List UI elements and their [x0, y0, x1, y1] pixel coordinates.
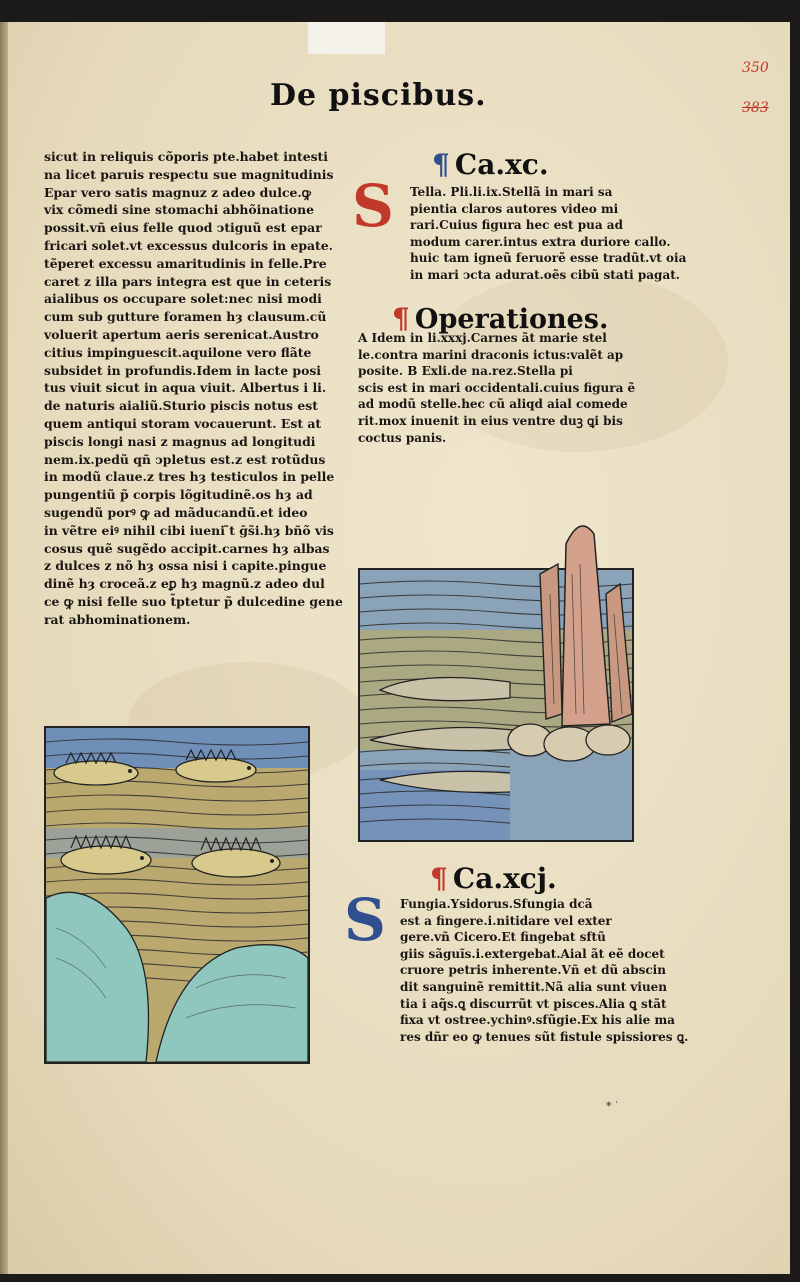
chapter-xci-heading-row	[430, 862, 630, 895]
text-line: Fungia.Ysidorus.Sfungia dcã	[400, 897, 593, 911]
pilcrow-mark: ¶	[432, 148, 450, 181]
text-line: aialibus os occupare solet:nec nisi modi	[44, 291, 322, 307]
text-line: na licet paruis respectu sue magnitudinis	[44, 166, 334, 182]
text-line: est a fingere.i.nitidare vel exter	[400, 913, 612, 928]
decorated-initial-s-blue: S	[344, 886, 386, 954]
text-line: pientia claros autores video mi	[410, 201, 619, 216]
text-line: posite. B Exli.de na.rez.Stella pi	[358, 364, 573, 379]
stray-ink-mark: ⁎ ᐧ	[606, 1096, 618, 1109]
text-line: possit.vñ eius felle quod ↄtiguũ est epar	[44, 220, 322, 236]
text-line: gere.vñ Cicero.Et fingebat sftũ	[400, 930, 606, 945]
text-line: dit sanguinẽ remittit.Nã alia sunt viuen	[400, 979, 668, 994]
text-line: z dulces z nõ hȝ ossa nisi i capite.pingue	[44, 558, 327, 574]
text-line: res dñr eo ꝙ tenues sũt fistule spissiores ꝗ.	[400, 1029, 689, 1044]
text-line: rat abhominationem.	[44, 611, 191, 627]
text-line: tia i aq̃s.ꝗ discurrũt vt pisces.Alia ꝗ stãt	[400, 996, 667, 1011]
woodcut-spiny-fish	[44, 726, 310, 1064]
text-line: fixa vt ostree.ychinꝰ.sfũgie.Ex his alie ma	[400, 1013, 675, 1028]
chapter-xc-heading-row	[432, 148, 772, 181]
text-line: coctus panis.	[358, 430, 447, 445]
text-line: in mari ↄcta adurat.oẽs cibũ stati pagat.	[410, 267, 680, 282]
decorated-initial-s-red: S	[352, 172, 394, 240]
folio-number-top: 350	[742, 60, 769, 76]
text-line: de naturis aialiũ.Sturio piscis notus est	[44, 398, 318, 414]
text-line: pungentiũ p̃ corpis lõgitudinẽ.os hȝ ad	[44, 487, 313, 503]
text-line: nem.ix.pedũ qñ ↄpletus est.z est rotũdus	[44, 451, 326, 467]
text-line: in modũ claue.z tres hȝ testiculos in pelle	[44, 469, 335, 485]
text-line: rit.mox inuenit in eius ventre duꝫ ꝗi bis	[358, 413, 623, 428]
pilcrow-mark: ¶	[430, 862, 448, 895]
folio-number-second: 383	[742, 100, 769, 116]
text-line: cosus quẽ sugẽdo accipit.carnes hȝ albas	[44, 540, 330, 556]
text-line: ce ꝙ nisi felle suo t̃ptetur p̃ dulcedine gene	[44, 593, 343, 609]
chapter-xci-heading: Ca.xcj.	[452, 862, 557, 895]
chapter-xc-text	[410, 184, 687, 284]
text-line: cruore petris inherente.Vñ et dũ abscin	[400, 963, 666, 978]
text-line: giis sãguĩs.i.extergebat.Aial ãt eẽ docet	[400, 946, 665, 961]
text-line: Epar vero satis magnuz z adeo dulce.ꝙ	[44, 184, 311, 200]
text-line: sicut in reliquis cõporis pte.habet intesti	[44, 149, 328, 164]
text-line: cum sub gutture foramen hȝ clausum.cũ	[44, 309, 327, 325]
running-title: De piscibus.	[270, 78, 487, 113]
text-line: sugendũ porꝰ ꝙ ad mãducandũ.et ideo	[44, 504, 308, 520]
text-line: A Idem in li.xxxj.Carnes ãt marie stel	[358, 331, 607, 345]
text-line: piscis longi nasi z magnus ad longitudi	[44, 433, 316, 449]
chapter-xci-text	[400, 896, 689, 1045]
paper-tab	[308, 22, 385, 54]
text-line: tus viuit sicut in aqua viuit. Albertus i li.	[44, 380, 327, 396]
text-line: fricari solet.vt excessus dulcoris in epate.	[44, 237, 333, 253]
operationes-text	[358, 330, 648, 446]
text-line: modum carer.intus extra duriore callo.	[410, 234, 671, 249]
text-line: vix cõmedi sine stomachi abhõinatione	[44, 202, 314, 218]
text-line: le.contra marini draconis ictus:valẽt ap	[358, 347, 624, 362]
rock-pillars	[510, 514, 634, 764]
woodcut-spiny-fish-drawing	[46, 728, 308, 1062]
text-line: ad modũ stelle.hec cũ aliqd aial comede	[358, 397, 628, 412]
text-line: tẽperet excessu amaritudinis in felle.Pre	[44, 255, 327, 271]
pilcrow-mark: ¶	[392, 302, 410, 335]
text-line: citius impinguescit.aquilone vero flãte	[44, 344, 312, 360]
text-line: voluerit apertum aeris serenicat.Austro	[44, 326, 319, 342]
chapter-xc-heading: Ca.xc.	[454, 148, 549, 181]
text-line: scis est in mari occidentali.cuius figura ẽ	[358, 380, 636, 395]
text-line: Tella. Pli.li.ix.Stellã in mari sa	[410, 185, 613, 199]
text-line: in vẽtre eiꝰ nihil cibi iueni ̃t ḡs̃i.hȝ bñõ vis	[44, 522, 334, 538]
left-text-column	[44, 148, 343, 629]
text-line: dinẽ hȝ croceã.z eꝑ hȝ magnũ.z adeo dul	[44, 576, 325, 592]
text-line: caret z illa pars integra est que in ceteris	[44, 273, 332, 289]
text-line: rari.Cuius figura hec est pua ad	[410, 218, 623, 233]
operationes-heading: Operationes.	[414, 304, 609, 335]
text-line: quem antiqui storam vocauerunt. Est at	[44, 415, 322, 431]
text-line: huic tam igneũ feruorẽ esse tradũt.vt oia	[410, 251, 687, 266]
text-line: subsidet in profundis.Idem in lacte posi	[44, 362, 322, 378]
